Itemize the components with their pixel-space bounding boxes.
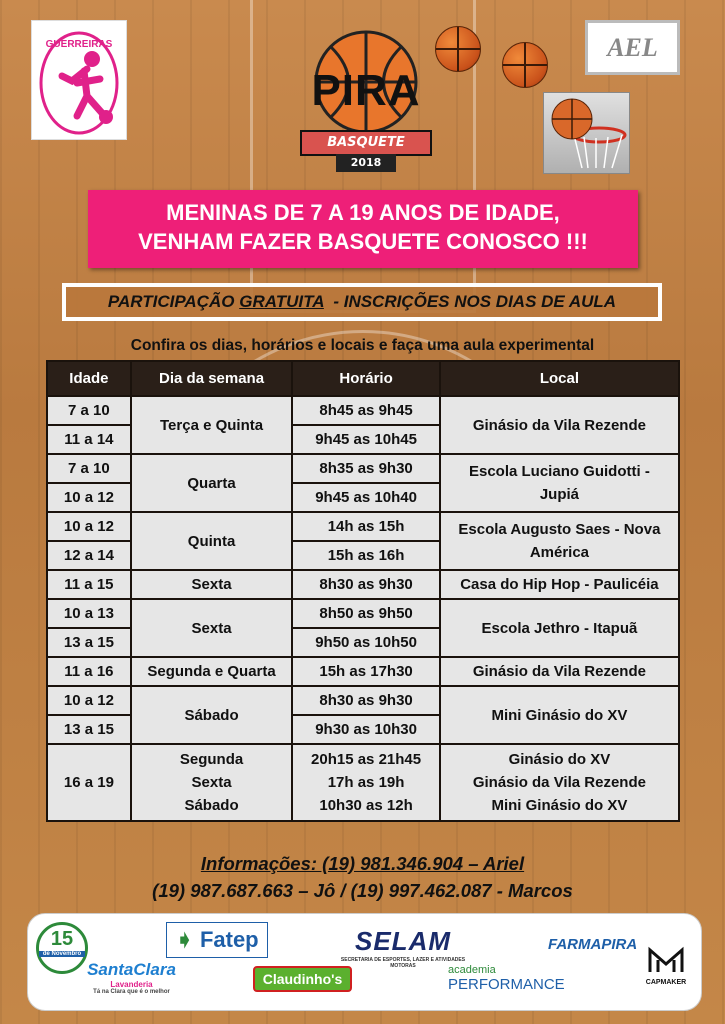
time-cell: 9h30 as 10h30 <box>292 715 440 744</box>
age-cell: 13 a 15 <box>47 628 131 657</box>
sponsor-15-de-novembro <box>36 922 88 974</box>
basketball-icon <box>435 26 481 72</box>
place-cell: Casa do Hip Hop - Paulicéia <box>440 570 679 599</box>
sponsor-15-sub: de Novembro <box>39 951 85 957</box>
pira-basquete-logo <box>296 22 436 180</box>
header-idade: Idade <box>47 361 131 396</box>
age-cell: 12 a 14 <box>47 541 131 570</box>
selam-text: SELAM <box>355 926 451 956</box>
academia-text: academia <box>448 964 496 976</box>
age-cell: 7 a 10 <box>47 454 131 483</box>
fatep-icon: ➧ <box>175 927 194 952</box>
table-header-row <box>47 361 679 396</box>
day-line: Segunda <box>179 751 244 768</box>
headline-line2: VENHAM FAZER BASQUETE CONOSCO !!! <box>138 229 588 254</box>
hoop-photo <box>543 92 630 174</box>
contact-line2: (19) 987.687.663 – Jô / (19) 997.462.087 - Marcos <box>152 880 573 901</box>
table-row <box>47 512 679 541</box>
place-line: Mini Ginásio do XV <box>491 797 628 814</box>
sponsor-15-number: 15 <box>50 928 74 950</box>
age-cell: 16 a 19 <box>47 744 131 821</box>
sponsor-academia-performance <box>448 964 565 993</box>
contact-line1: Informações: (19) 981.346.904 – Ariel <box>200 853 525 874</box>
pira-title: PIRA <box>311 66 421 115</box>
age-cell: 10 a 12 <box>47 686 131 715</box>
selam-sub: SECRETARIA DE ESPORTES, LAZER E ATIVIDADES MOTORAS <box>340 957 466 969</box>
ael-text: AEL <box>607 33 658 62</box>
sponsor-santaclara <box>84 960 179 995</box>
time-line: 10h30 as 12h <box>319 797 413 814</box>
header-horario: Horário <box>292 361 440 396</box>
time-cell: 8h35 as 9h30 <box>292 454 440 483</box>
place-line: Escola Luciano Guidotti - <box>468 463 650 480</box>
time-cell: 9h50 as 10h50 <box>292 628 440 657</box>
time-cell <box>292 744 440 821</box>
place-cell <box>440 454 679 512</box>
age-cell: 10 a 12 <box>47 512 131 541</box>
basketball-icon <box>502 42 548 88</box>
participation-box <box>62 283 662 321</box>
intro-text: Confira os dias, horários e locais e faça uma aula experimental <box>130 337 595 354</box>
place-line: Ginásio da Vila Rezende <box>472 774 646 791</box>
day-cell: Terça e Quinta <box>131 396 293 454</box>
place-cell <box>440 512 679 570</box>
pira-ribbon: BASQUETE <box>300 130 432 156</box>
time-cell: 8h30 as 9h30 <box>292 570 440 599</box>
headline-banner <box>88 190 638 268</box>
hoop-icon <box>544 93 629 173</box>
sponsor-capmaker <box>638 944 694 986</box>
sponsor-selam <box>338 926 468 969</box>
table-row <box>47 657 679 686</box>
time-cell: 9h45 as 10h40 <box>292 483 440 512</box>
age-cell: 10 a 13 <box>47 599 131 628</box>
header-local: Local <box>440 361 679 396</box>
day-cell: Quinta <box>131 512 293 570</box>
participation-suffix: - INSCRIÇÕES NOS DIAS DE AULA <box>323 292 617 311</box>
age-cell: 11 a 15 <box>47 570 131 599</box>
sponsors-strip <box>27 913 702 1011</box>
day-line: Sexta <box>191 774 232 791</box>
age-cell: 10 a 12 <box>47 483 131 512</box>
age-cell: 11 a 16 <box>47 657 131 686</box>
time-cell: 15h as 16h <box>292 541 440 570</box>
guerreiras-logo <box>31 20 127 140</box>
guerreiras-text: GUERREIRAS <box>45 39 113 50</box>
table-row <box>47 454 679 483</box>
time-line: 17h as 19h <box>327 774 405 791</box>
day-cell <box>131 744 293 821</box>
time-line: 20h15 as 21h45 <box>311 751 422 768</box>
time-cell: 9h45 as 10h45 <box>292 425 440 454</box>
capmaker-icon <box>646 944 686 974</box>
santaclara-tag: Tá na Clara que é o melhor <box>93 989 170 995</box>
day-cell: Quarta <box>131 454 293 512</box>
place-line: América <box>529 544 590 561</box>
fatep-text: Fatep <box>199 927 259 952</box>
day-cell: Sábado <box>131 686 293 744</box>
place-cell: Ginásio da Vila Rezende <box>440 657 679 686</box>
day-cell: Segunda e Quarta <box>131 657 293 686</box>
sponsor-fatep <box>166 922 268 958</box>
santaclara-sub: Lavanderia <box>110 980 153 989</box>
table-row <box>47 396 679 425</box>
ael-logo <box>585 20 680 75</box>
sponsor-farmapira: FARMAPIRA <box>548 936 638 953</box>
place-line: Ginásio do XV <box>508 751 611 768</box>
place-cell <box>440 744 679 821</box>
pira-year: 2018 <box>336 154 396 172</box>
time-cell: 8h45 as 9h45 <box>292 396 440 425</box>
headline-line1: MENINAS DE 7 A 19 ANOS DE IDADE, <box>166 200 560 225</box>
table-row <box>47 744 679 821</box>
time-cell: 15h as 17h30 <box>292 657 440 686</box>
place-line: Jupiá <box>539 486 579 503</box>
participation-free: GRATUITA <box>239 292 324 311</box>
day-line: Sábado <box>184 797 239 814</box>
day-cell: Sexta <box>131 599 293 657</box>
schedule-table <box>46 360 680 822</box>
time-cell: 14h as 15h <box>292 512 440 541</box>
header-dia: Dia da semana <box>131 361 293 396</box>
table-row <box>47 686 679 715</box>
time-cell: 8h30 as 9h30 <box>292 686 440 715</box>
sponsor-claudinhos: Claudinho's <box>253 966 352 992</box>
place-line: Escola Augusto Saes - Nova <box>458 521 661 538</box>
capmaker-text: CAPMAKER <box>645 979 687 986</box>
day-cell: Sexta <box>131 570 293 599</box>
participation-prefix: PARTICIPAÇÃO <box>107 292 240 311</box>
age-cell: 11 a 14 <box>47 425 131 454</box>
table-row <box>47 599 679 628</box>
performance-text: PERFORMANCE <box>448 976 565 993</box>
santaclara-text: SantaClara <box>87 960 176 979</box>
place-cell: Escola Jethro - Itapuã <box>440 599 679 657</box>
table-row <box>47 570 679 599</box>
place-cell: Ginásio da Vila Rezende <box>440 396 679 454</box>
age-cell: 13 a 15 <box>47 715 131 744</box>
age-cell: 7 a 10 <box>47 396 131 425</box>
place-cell: Mini Ginásio do XV <box>440 686 679 744</box>
time-cell: 8h50 as 9h50 <box>292 599 440 628</box>
